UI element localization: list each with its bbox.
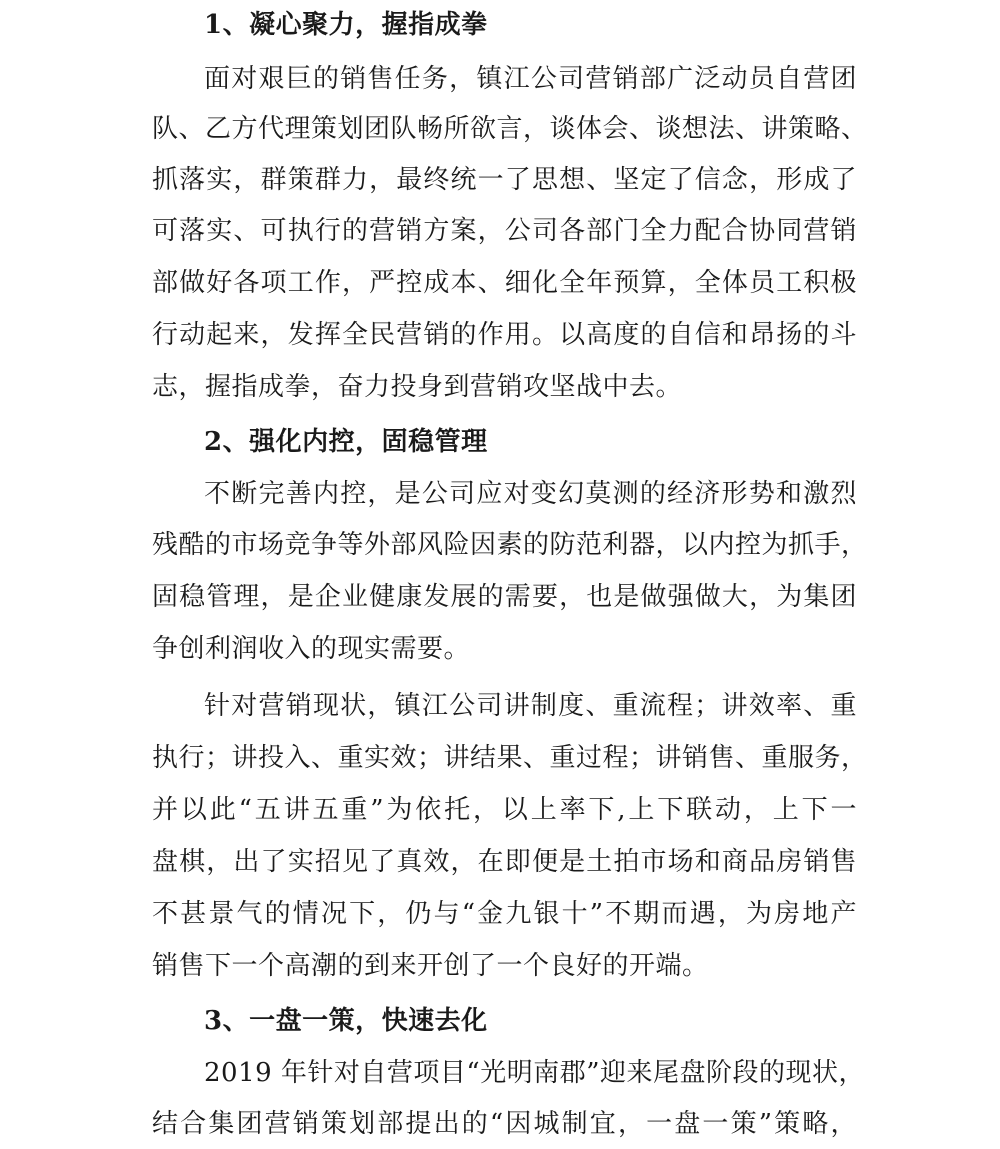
section-1-line-7: 志，握指成拳，奋力投身到营销攻坚战中去。 [152,372,683,402]
section-2-para-1-line-1: 不断完善内控，是公司应对变幻莫测的经济形势和激烈 [204,479,857,509]
section-2-para-2-line-6: 销售下一个高潮的到来开创了一个良好的开端。 [152,951,709,981]
section-2-para-1-line-4: 争创利润收入的现实需要。 [152,634,471,664]
section-1-line-3: 抓落实，群策群力，最终统一了思想、坚定了信念，形成了 [152,165,857,195]
section-2-para-1-line-3: 固稳管理，是企业健康发展的需要，也是做强做大，为集团 [152,582,857,612]
section-1-line-4: 可落实、可执行的营销方案，公司各部门全力配合协同营销 [152,216,857,246]
section-2-para-2-line-2: 执行；讲投入、重实效；讲结果、重过程；讲销售、重服务， [152,743,868,773]
section-3-heading: 3、一盘一策，快速去化 [204,1006,488,1036]
section-3-line-1: 2019 年针对自营项目“光明南郡”迎来尾盘阶段的现状， [204,1058,866,1088]
section-2-para-2-line-5: 不甚景气的情况下，仍与“金九银十”不期而遇，为房地产 [152,899,857,929]
section-1-line-5: 部做好各项工作，严控成本、细化全年预算，全体员工积极 [152,268,857,298]
section-2-para-2-line-1: 针对营销现状，镇江公司讲制度、重流程；讲效率、重 [204,691,857,721]
section-1-line-2: 队、乙方代理策划团队畅所欲言，谈体会、谈想法、讲策略、 [152,114,868,144]
section-3-line-2: 结合集团营销策划部提出的“因城制宜，一盘一策”策略， [152,1109,857,1139]
section-2-heading: 2、强化内控，固稳管理 [204,427,488,457]
section-2-para-2-line-3: 并以此“五讲五重”为依托，以上率下,上下联动，上下一 [152,795,857,825]
section-2-para-2-line-4: 盘棋，出了实招见了真效，在即便是土拍市场和商品房销售 [152,847,857,877]
section-1-line-1: 面对艰巨的销售任务，镇江公司营销部广泛动员自营团 [204,64,857,94]
section-2-para-1-line-2: 残酷的市场竞争等外部风险因素的防范利器，以内控为抓手， [152,530,868,560]
section-1-line-6: 行动起来，发挥全民营销的作用。以高度的自信和昂扬的斗 [152,320,857,350]
section-1-heading: 1、凝心聚力，握指成拳 [204,10,488,40]
